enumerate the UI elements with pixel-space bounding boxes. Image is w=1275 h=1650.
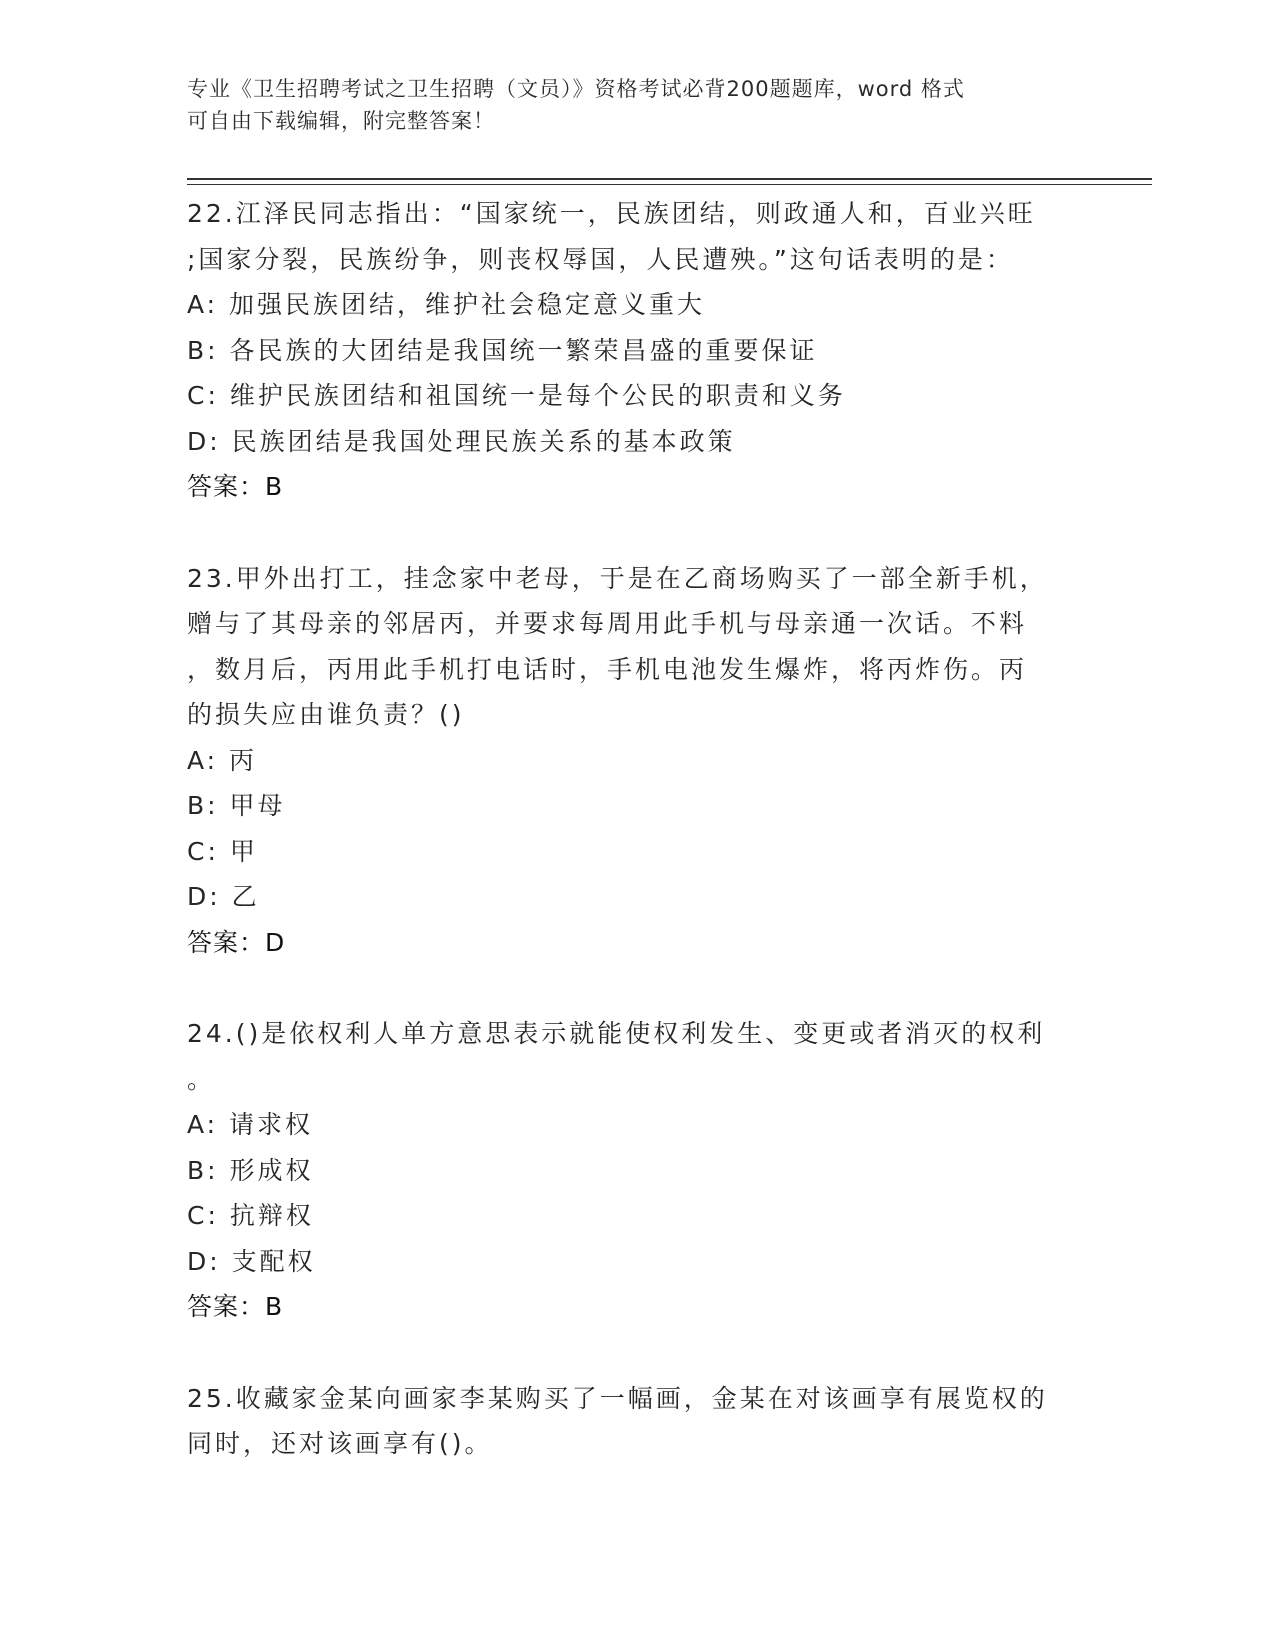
question-stem-line: 24.()是依权利人单方意思表示就能使权利发生、变更或者消灭的权利	[187, 1019, 1046, 1048]
option-a: A: 丙	[187, 745, 258, 775]
header-divider-thick	[187, 178, 1152, 180]
question-stem-line: 同时，还对该画享有()。	[187, 1429, 493, 1458]
option-b: B: 形成权	[187, 1155, 314, 1185]
question-list	[187, 191, 1087, 1513]
question-stem-line: 22.江泽民同志指出：“国家统一，民族团结，则政通人和，百业兴旺	[187, 199, 1036, 228]
question-stem-line: 的损失应由谁负责？()	[187, 700, 465, 729]
question-stem-line: 25.收藏家金某向画家李某购买了一幅画，金某在对该画享有展览权的	[187, 1383, 1048, 1413]
answer-label: 答案：B	[187, 1292, 284, 1321]
question-stem-line: 23.甲外出打工，挂念家中老母，于是在乙商场购买了一部全新手机，	[187, 563, 1048, 593]
option-d: D: 民族团结是我国处理民族关系的基本政策	[187, 426, 736, 456]
option-a: A: 加强民族团结，维护社会稳定意义重大	[187, 290, 706, 319]
question-25	[187, 1376, 1087, 1467]
question-24	[187, 1011, 1087, 1330]
question-stem-line: ;国家分裂，民族纷争，则丧权辱国，人民遭殃。”这句话表明的是：	[187, 244, 1014, 274]
question-22	[187, 191, 1087, 510]
question-stem-line: 赠与了其母亲的邻居丙，并要求每周用此手机与母亲通一次话。不料	[187, 609, 1028, 638]
option-d: D: 乙	[187, 882, 260, 911]
question-stem-line: 。	[187, 1064, 216, 1094]
answer-label: 答案：D	[187, 927, 286, 957]
option-d: D: 支配权	[187, 1246, 316, 1276]
header-line-2: 可自由下载编辑，附完整答案！	[187, 109, 495, 133]
option-b: B: 各民族的大团结是我国统一繁荣昌盛的重要保证	[187, 335, 818, 365]
header-line-1: 专业《卫生招聘考试之卫生招聘（文员）》资格考试必背200题题库，word 格式	[187, 77, 965, 101]
option-c: C: 抗辩权	[187, 1201, 314, 1230]
answer-label: 答案：B	[187, 472, 284, 501]
question-stem-line: ，数月后，丙用此手机打电话时，手机电池发生爆炸，将丙炸伤。丙	[187, 654, 1028, 684]
option-b: B: 甲母	[187, 791, 286, 820]
document-header	[187, 73, 1087, 137]
question-23	[187, 556, 1087, 966]
option-c: C: 维护民族团结和祖国统一是每个公民的职责和义务	[187, 381, 846, 410]
option-a: A: 请求权	[187, 1110, 314, 1139]
header-divider-thin	[187, 184, 1152, 185]
option-c: C: 甲	[187, 836, 258, 866]
